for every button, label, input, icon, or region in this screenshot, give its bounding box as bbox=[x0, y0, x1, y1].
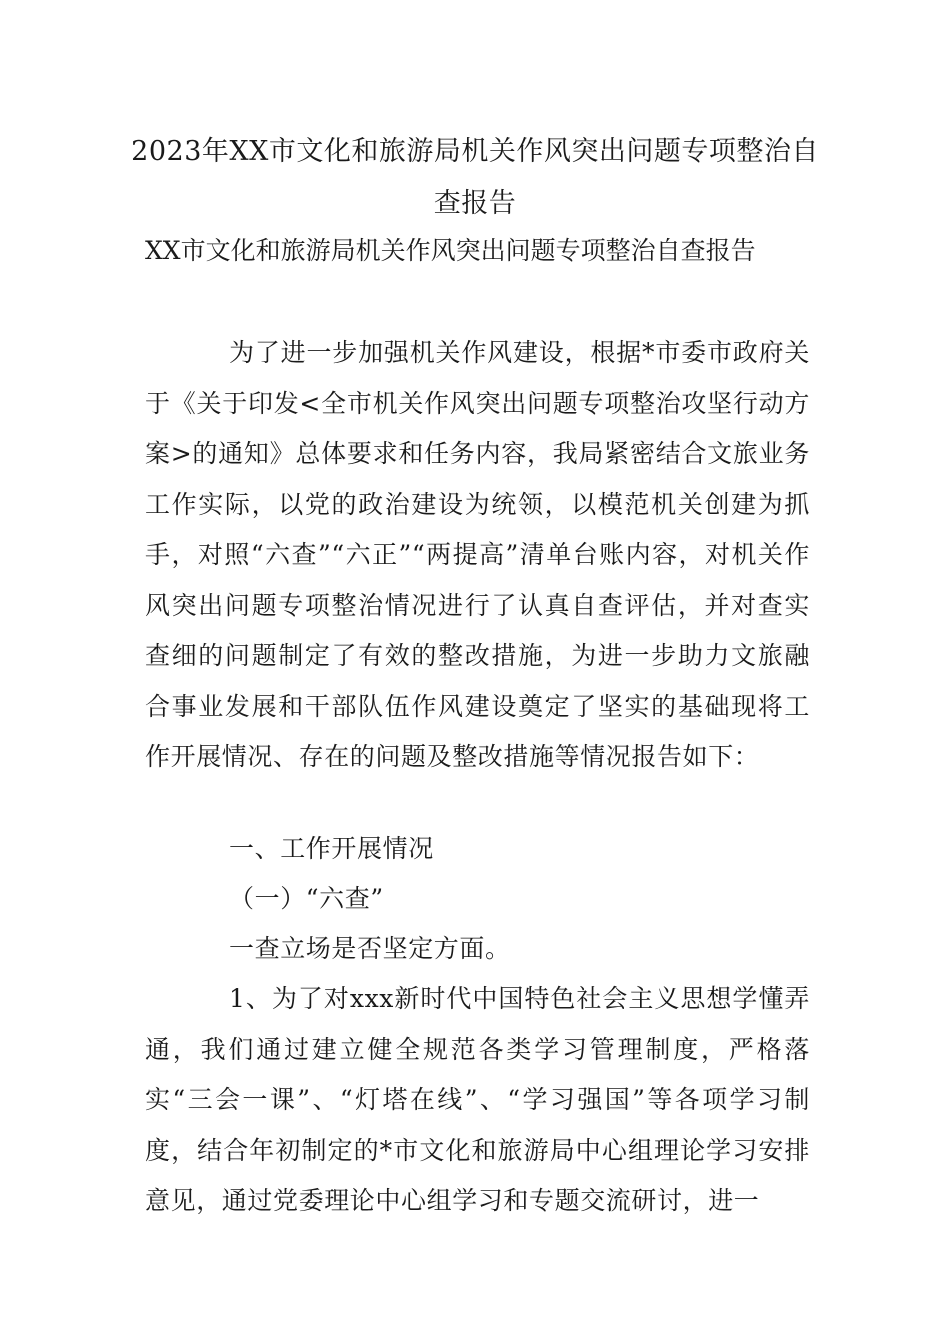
body-paragraph: 1、为了对xxx新时代中国特色社会主义思想学懂弄通，我们通过建立健全规范各类学习管理制度，严格落实“三会一课”、“灯塔在线”、“学习强国”等各项学习制度，结合年初制定的*市文化和旅游局中心组理论学习安排意见，通过党委理论中心组学习和专题交流研讨，进一 bbox=[145, 984, 810, 1215]
subsection-heading: （一）“六查” bbox=[229, 884, 384, 913]
document-subtitle: XX市文化和旅游局机关作风突出问题专项整治自查报告 bbox=[145, 236, 756, 265]
intro-paragraph: 为了进一步加强机关作风建设，根据*市委市政府关于《关于印发<全市机关作风突出问题专项整治攻坚行动方案>的通知》总体要求和任务内容，我局紧密结合文旅业务工作实际，以党的政治建设为统领，以模范机关创建为抓手，对照“六查”“六正”“两提高”清单台账内容，对机关作风突出问题专项整治情况进行了认真自查评估，并对查实查细的问题制定了有效的整改措施，为进一步助力文旅融合事业发展和干部队伍作风建设奠定了坚实的基础现将工作开展情况、存在的问题及整改措施等情况报告如下： bbox=[145, 338, 810, 771]
document-title: 2023年XX市文化和旅游局机关作风突出问题专项整治自查报告 bbox=[131, 136, 819, 219]
item-heading: 一查立场是否坚定方面。 bbox=[229, 934, 511, 963]
section-heading: 一、工作开展情况 bbox=[229, 834, 434, 863]
